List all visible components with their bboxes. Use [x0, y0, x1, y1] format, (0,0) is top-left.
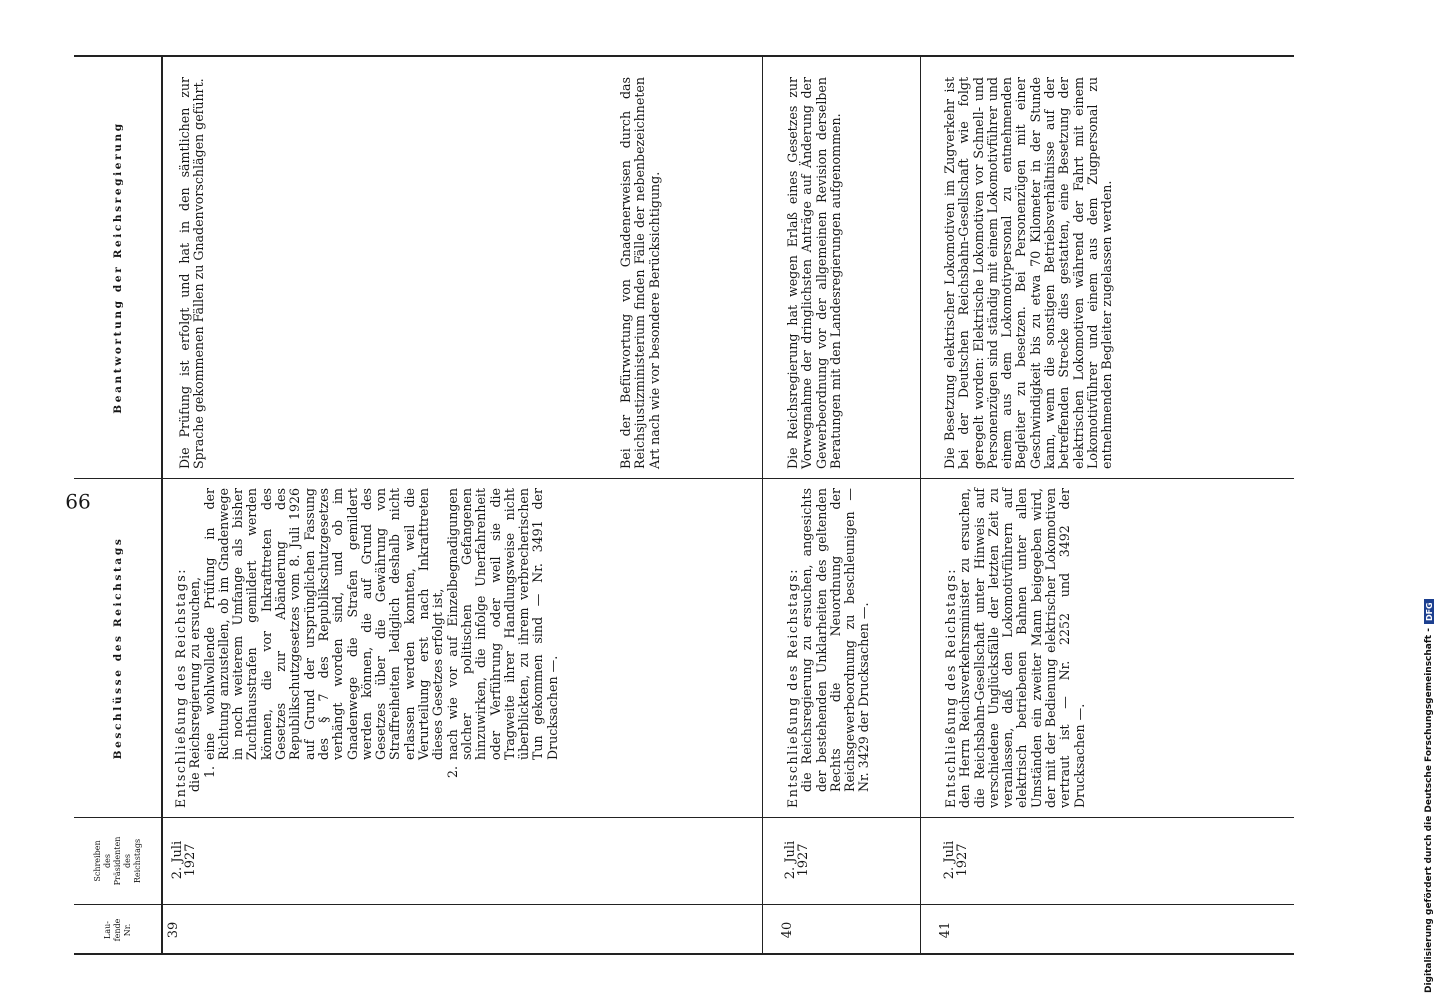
row-39-date: 2. Juli 1927: [170, 840, 198, 880]
header-lfd-nr: Lau- fende Nr.: [103, 918, 132, 942]
row-40-number: 40: [780, 921, 795, 939]
column-divider-3: [74, 478, 1294, 479]
header-schreiben: Schreiben des Präsidenten des Reichstags: [93, 836, 142, 886]
row-41-answer: Die Besetzung elektrischer Lokomotiven im Zugverkehr ist bei der Deutschen Reichsbahn-Gesellschaft wie folgt geregelt worden: Elektrische Lokomotiven vor Schnell- und Personenzügen sind ständig mit einem Lokomotivführer und einem aus dem Lokomotivpersonal zu entnehmenden Begleiter zu besetzen. Bei Personenzügen mit einer Geschwindigkeit bis zu etwa 70 Kilometer in der Stunde kann, wenn die sonstigen Betriebsverhältnisse auf der betreffenden Strecke dies gestatten, eine Besetzung der elektrischen Lokomotiven während der Fahrt mit einem Lokomotivführer und einem aus dem Zugpersonal zu entnehmenden Begleiter zugelassen werden.: [942, 77, 1115, 469]
row-41-date: 2. Juli 1927: [942, 840, 970, 880]
column-divider-2: [74, 817, 1294, 818]
header-beschluesse: Beschlüsse des Reichstags: [112, 536, 124, 760]
table-left-border: [74, 953, 1294, 955]
dfg-logo: DFG: [1424, 599, 1434, 624]
row-41-resolution: Entschließung des Reichstags: den Herrn Reichsverkehrsminister zu ersuchen, die Reichsbahn-Gesellschaft unter Hinweis auf verschiedene Unglücksfälle der letzten Zeit zu veranlassen, daß den Lokomotivführern auf elektrisch betriebenen Bahnen unter allen Umständen ein zweiter Mann beigegeben wird, der mit der Bedienung elektrischer Lokomotiven vertraut ist — Nr. 2252 und 3492 der Drucksachen —.: [943, 488, 1087, 808]
row-39-answer-1: Die Prüfung ist erfolgt und hat in den sämtlichen zur Sprache gekommenen Fällen zu Gnadenvorschlägen geführt.: [177, 77, 207, 469]
digitization-note: [1418, 8, 1434, 993]
row-40-answer: Die Reichsregierung hat wegen Erlaß eines Gesetzes zur Vorwegnahme der dringlichsten Anträge auf Änderung der Gewerbeordnung vor der allgemeinen Revision derselben Beratungen mit den Landesregierungen aufgenommen.: [785, 77, 843, 469]
resolution-item: 2. nach wie vor auf Einzelbegnadigungen solcher politischen Gefangenen hinzuwirken, die infolge Unerfahrenheit oder Verführung oder weil sie die Tragweite ihrer Handlungsweise nicht überblickten, zu ihrem verbrecherischen Tun gekommen sind — Nr. 3491 der Drucksachen —.: [444, 488, 560, 778]
row-40-date: 2. Juli 1927: [783, 840, 811, 880]
page-number: 99: [65, 489, 91, 513]
row-41-number: 41: [938, 921, 953, 939]
row-divider-1: [762, 55, 763, 955]
resolution-lead: Entschließung des Reichstags:: [173, 568, 188, 808]
row-40-resolution: Entschließung des Reichstags: die Reichsregierung zu ersuchen, angesichts der bestehenden Unklarheiten des geltenden Rechts die Neuordnung der Reichsgewerbeordnung zu beschleunigen — Nr. 3429 der Drucksachen —.: [785, 488, 872, 808]
table-page: [74, 55, 1294, 955]
resolution-intro: die Reichsregierung zu ersuchen,: [187, 577, 203, 792]
row-39-resolution: [174, 488, 560, 808]
row-39-number: 39: [166, 921, 181, 939]
table-right-border: [74, 55, 1294, 57]
column-divider-1: [74, 904, 1294, 905]
header-divider: [161, 55, 163, 955]
row-divider-2: [920, 55, 921, 955]
header-beantwortung: Beantwortung der Reichsregierung: [112, 121, 124, 414]
row-39-answer-2: Bei der Befürwortung von Gnadenerweisen durch das Reichsjustizministerium finden Fälle der nebenbezeichneten Art nach wie vor besondere Berücksichtigung.: [618, 77, 662, 469]
resolution-item: 1. eine wohlwollende Prüfung in der Richtung anzustellen, ob im Gnadenwege in noch weiterem Umfange als bisher Zuchthausstrafen gemildert werden können, die vor Inkrafttreten des Gesetzes zur Abänderung des Republikschutzgesetzes vom 8. Juli 1926 auf Grund der ursprünglichen Fassung des § 7 des Republikschutzgesetzes verhängt worden sind, und ob im Gnadenwege die Strafen gemildert werden können, die auf Grund des Gesetzes über die Gewährung von Straffreiheiten lediglich deshalb nicht erlassen werden konnten, weil die Verurteilung erst nach Inkrafttreten dieses Gesetzes erfolgt ist,: [201, 488, 446, 778]
digitization-text: Digitalisierung gefördert durch die Deutsche Forschungsgemeinschaft -: [1424, 628, 1434, 993]
